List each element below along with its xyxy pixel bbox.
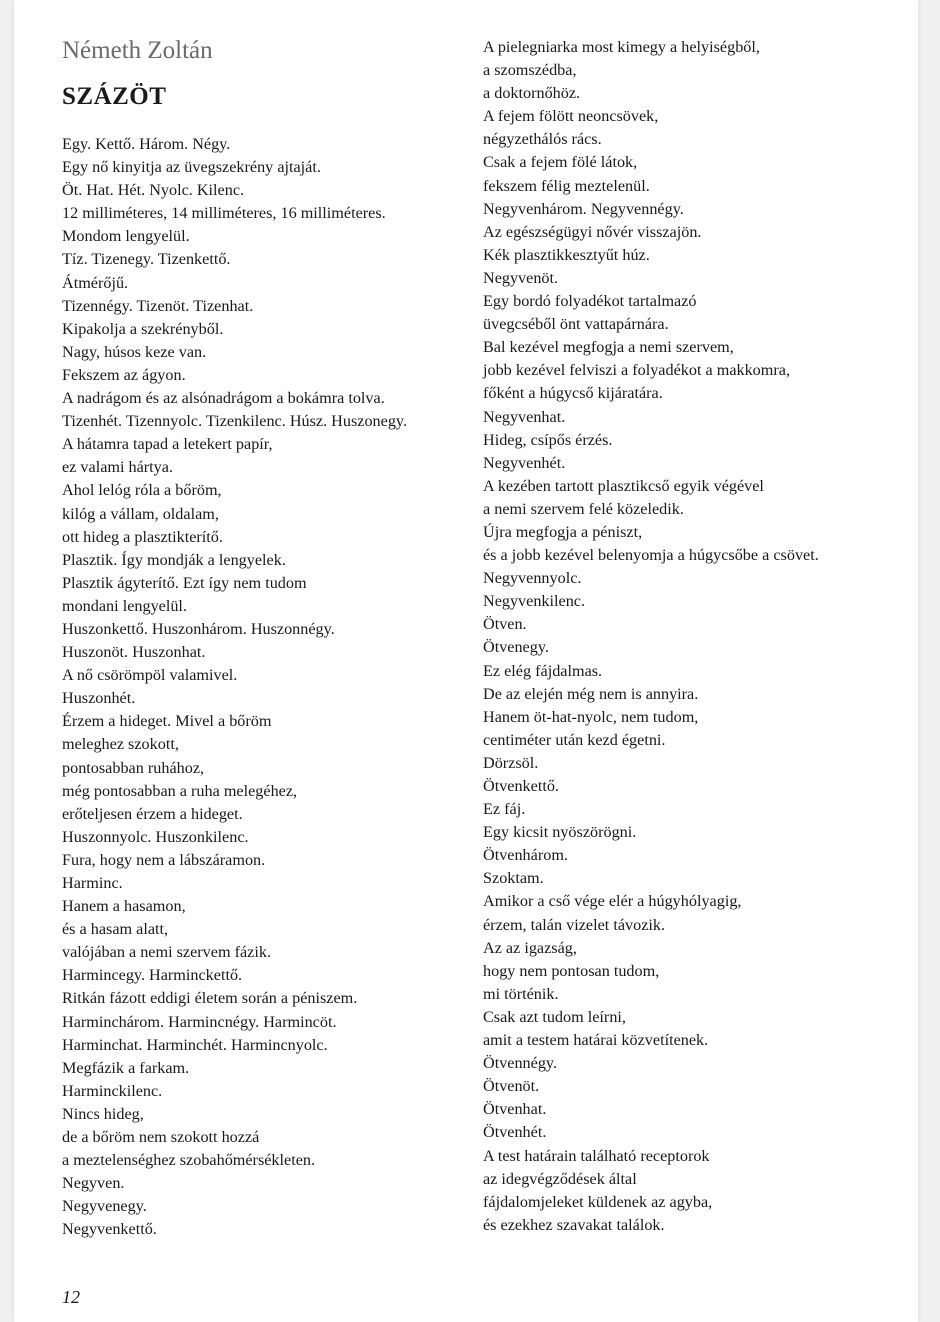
poem-line: Csak a fejem fölé látok, [483,153,638,172]
poem-line: A pielegniarka most kimegy a helyiségből, [483,38,760,56]
poem-line: Ötvenkettő. [483,777,559,795]
author-name: Németh Zoltán [62,37,213,64]
poem-line: de a bőröm nem szokott hozzá [62,1128,260,1147]
poem-line: főként a húgycső kijáratára. [483,384,663,403]
poem-line: Mondom lengyelül. [62,227,190,246]
poem-line: Ötvennégy. [483,1054,558,1073]
poem-line: Szoktam. [483,869,544,888]
poem-line: Harminc. [62,874,123,892]
poem-line: Érzem a hideget. Mivel a bőröm [62,712,272,731]
poem-line: Ötvenhat. [483,1100,547,1119]
poem-line: Negyven. [62,1174,125,1193]
poem-line: a doktornőhöz. [483,84,581,103]
poem-line: Tíz. Tizenegy. Tizenkettő. [62,250,231,269]
poem-line: valójában a nemi szervem fázik. [62,943,271,962]
poem-line: amit a testem határai közvetítenek. [483,1031,709,1050]
poem-line: Ez elég fájdalmas. [483,661,603,680]
poem-line: az idegvégződések által [483,1169,637,1188]
poem-line: 12 milliméteres, 14 milliméteres, 16 milliméteres. [62,204,386,223]
poem-line: Negyvenhat. [483,407,566,426]
poem-line: A nő csörömpöl valamivel. [62,666,238,685]
poem-line: Egy kicsit nyöszörögni. [483,823,637,842]
poem-line: Negyvenöt. [483,268,559,287]
poem-line: Kipakolja a szekrényből. [62,319,224,338]
poem-line: Nincs hideg, [62,1104,144,1123]
poem-line: Harminchat. Harminchét. Harmincnyolc. [62,1035,328,1054]
poem-line: Harminckilenc. [62,1081,163,1100]
poem-line: Dörzsöl. [483,753,539,772]
poem-line: Hideg, csípős érzés. [483,430,613,449]
poem-line: a nemi szervem felé közeledik. [483,499,684,518]
poem-line: Hanem öt-hat-nyolc, nem tudom, [483,707,699,726]
poem-line: A fejem fölött neoncsövek, [483,107,659,126]
poem-line: Kék plasztikkesztyűt húz. [483,245,650,264]
poem-line: Harminchárom. Harmincnégy. Harmincöt. [62,1012,337,1031]
poem-line: Ötvenhét. [483,1123,547,1142]
poem-line: és a jobb kezével belenyomja a húgycsőbe a csövet. [483,546,819,565]
poem-line: a szomszédba, [483,61,577,80]
poem-line: Egy. Kettő. Három. Négy. [62,135,231,153]
poem-line: Negyvenkettő. [62,1220,157,1239]
poem-line: és a hasam alatt, [62,920,169,939]
poem-line: A hátamra tapad a letekert papír, [62,435,273,454]
poem-line: Az egészségügyi nővér visszajön. [483,222,702,241]
poem-line: Fura, hogy nem a lábszáramon. [62,850,266,869]
poem-line: De az elején még nem is annyira. [483,684,699,703]
poem-line: Az az igazság, [483,938,577,957]
poem-line: fájdalomjeleket küldenek az agyba, [483,1192,713,1211]
poem-line: Tizennégy. Tizenöt. Tizenhat. [62,296,254,315]
poem-line: Negyvenhét. [483,453,566,472]
poem-line: Ötvenegy. [483,638,549,657]
poem-line: és ezekhez szavakat találok. [483,1215,665,1234]
poem-line: Fekszem az ágyon. [62,365,186,384]
poem-line: négyzethálós rács. [483,130,602,149]
poem-line: Negyvenkilenc. [483,592,586,611]
poem-line: Átmérőjű. [62,273,129,292]
poem-line: kilóg a vállam, oldalam, [62,504,219,523]
poem-line: A nadrágom és az alsónadrágom a bokámra tolva. [62,389,385,408]
poem-line: Tizenhét. Tizennyolc. Tizenkilenc. Húsz. Huszonegy. [62,412,408,431]
page-sheet [14,0,918,1322]
poem-line: Nagy, húsos keze van. [62,342,207,361]
poem-line: Huszonhét. [62,689,136,708]
poem-line: Ötvenöt. [483,1077,540,1096]
poem-line: hogy nem pontosan tudom, [483,961,660,980]
poem-line: fekszem félig meztelenül. [483,176,650,195]
poem-line: Negyvenegy. [62,1197,147,1216]
poem-line: Ötvenhárom. [483,846,568,865]
poem-line: jobb kezével felviszi a folyadékot a makkomra, [483,361,790,380]
poem-line: érzem, talán vizelet távozik. [483,915,666,934]
poem-line: Megfázik a farkam. [62,1058,190,1077]
poem-line: Egy bordó folyadékot tartalmazó [483,292,697,311]
poem-line: Huszonnyolc. Huszonkilenc. [62,827,249,846]
poem-line: Ötven. [483,615,527,634]
poem-right-column [483,36,819,1237]
poem-line: pontosabban ruhához, [62,758,205,777]
poem-line: mondani lengyelül. [62,596,187,615]
poem-line: meleghez szokott, [62,735,179,754]
poem-line: Ez fáj. [483,800,526,819]
poem-line: mi történik. [483,984,559,1003]
poem-line: még pontosabban a ruha melegéhez, [62,781,298,800]
poem-line: Plasztik. Így mondják a lengyelek. [62,550,286,569]
poem-line: erőteljesen érzem a hideget. [62,804,243,823]
poem-line: A kezében tartott plasztikcső egyik végével [483,476,764,495]
poem-line: a meztelenséghez szobahőmérsékleten. [62,1151,316,1170]
poem-line: centiméter után kezd égetni. [483,730,666,749]
poem-title: SZÁZÖT [62,83,167,110]
poem-line: Hanem a hasamon, [62,897,186,916]
poem-line: Negyvenhárom. Negyvennégy. [483,199,684,218]
page-number: 12 [62,1287,80,1307]
poem-line: ott hideg a plasztikterítő. [62,527,223,546]
poem-line: Harmincegy. Harminckettő. [62,966,243,985]
poem-line: Ritkán fázott eddigi életem során a péniszem. [62,989,358,1008]
poem-line: Negyvennyolc. [483,569,582,588]
poem-line: A test határain található receptorok [483,1146,710,1165]
poem-line: Egy nő kinyitja az üvegszekrény ajtaját. [62,158,321,177]
poem-line: Huszonöt. Huszonhat. [62,643,206,662]
poem-left-column [62,133,407,1242]
poem-line: Csak azt tudom leírni, [483,1007,626,1026]
poem-line: Ahol lelóg róla a bőröm, [62,481,222,500]
poem-line: ez valami hártya. [62,458,174,477]
poem-line: üvegcséből önt vattapárnára. [483,315,669,334]
poem-line: Újra megfogja a péniszt, [483,522,643,541]
poem-line: Plasztik ágyterítő. Ezt így nem tudom [62,573,307,592]
poem-line: Amikor a cső vége elér a húgyhólyagig, [483,892,742,911]
poem-line: Huszonkettő. Huszonhárom. Huszonnégy. [62,619,335,638]
poem-line: Bal kezével megfogja a nemi szervem, [483,338,734,357]
poem-line: Öt. Hat. Hét. Nyolc. Kilenc. [62,181,245,200]
